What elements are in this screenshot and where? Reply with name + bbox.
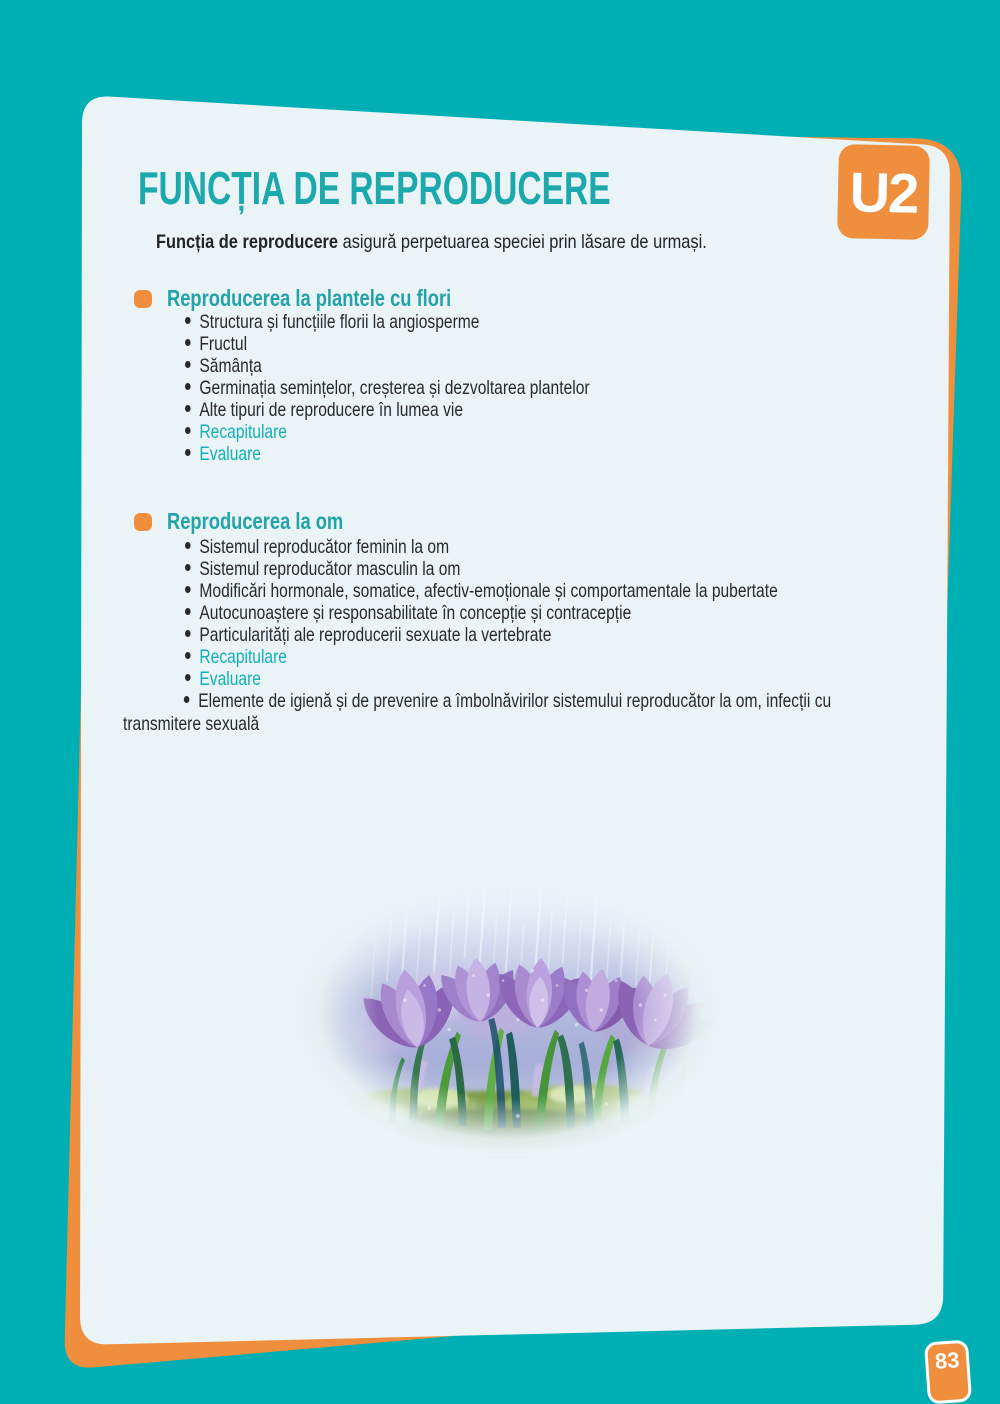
list-item-wrapping: Elemente de igienă și de prevenire a îmbolnăvirilor sistemului reproducător la om, infecții cu transmitere sexuală (123, 690, 832, 735)
list-item: Sămânța (185, 355, 262, 378)
list-item: Fructul (185, 333, 247, 356)
page-title: FUNCȚIA DE REPRODUCERE (138, 162, 611, 214)
list-item: Modificări hormonale, somatice, afectiv-emoționale și comportamentale la pubertate (185, 580, 778, 603)
list-item: Particularități ale reproducerii sexuate la vertebrate (185, 624, 551, 647)
section-header-human (134, 508, 393, 535)
list-item: Autocunoaștere și responsabilitate în concepție și contracepție (185, 602, 631, 625)
list-item: Alte tipuri de reproducere în lumea vie (185, 399, 463, 422)
crocus-flowers-photo (292, 862, 724, 1158)
list-item-recap: Recapitulare (185, 646, 287, 669)
list-item: Sistemul reproducător masculin la om (185, 558, 460, 581)
intro-paragraph (156, 231, 707, 254)
orange-square-icon (134, 513, 152, 531)
section-heading: Reproducerea la plantele cu flori (167, 285, 452, 311)
bullet-icon (185, 317, 191, 324)
bullet-icon (185, 427, 191, 434)
bullet-icon (185, 608, 191, 615)
page-number-badge: 83 (924, 1340, 972, 1404)
bullet-icon (184, 696, 190, 703)
intro-rest-text: asigură perpetuarea speciei prin lăsare de urmași. (338, 231, 707, 253)
bullet-icon (185, 361, 191, 368)
bullet-icon (185, 542, 191, 549)
list-item-eval: Evaluare (185, 668, 261, 691)
orange-square-icon (134, 290, 152, 308)
section-heading: Reproducerea la om (167, 508, 344, 534)
list-item-eval: Evaluare (185, 443, 261, 466)
bullet-icon (185, 339, 191, 346)
list-item: Germinația semințelor, creșterea și dezvoltarea plantelor (185, 377, 590, 400)
list-item: Sistemul reproducător feminin la om (185, 536, 449, 559)
bullet-icon (185, 586, 191, 593)
section-header-plants (134, 285, 531, 312)
bullet-icon (185, 630, 191, 637)
intro-bold-text: Funcția de reproducere (156, 231, 339, 253)
bullet-icon (185, 674, 191, 681)
list-item: Structura și funcțiile florii la angiosperme (185, 311, 479, 334)
unit-badge: U2 (837, 144, 930, 240)
bullet-icon (185, 564, 191, 571)
list-item-recap: Recapitulare (185, 421, 287, 444)
bullet-icon (185, 449, 191, 456)
bullet-icon (185, 405, 191, 412)
bullet-icon (185, 652, 191, 659)
bullet-icon (185, 383, 191, 390)
